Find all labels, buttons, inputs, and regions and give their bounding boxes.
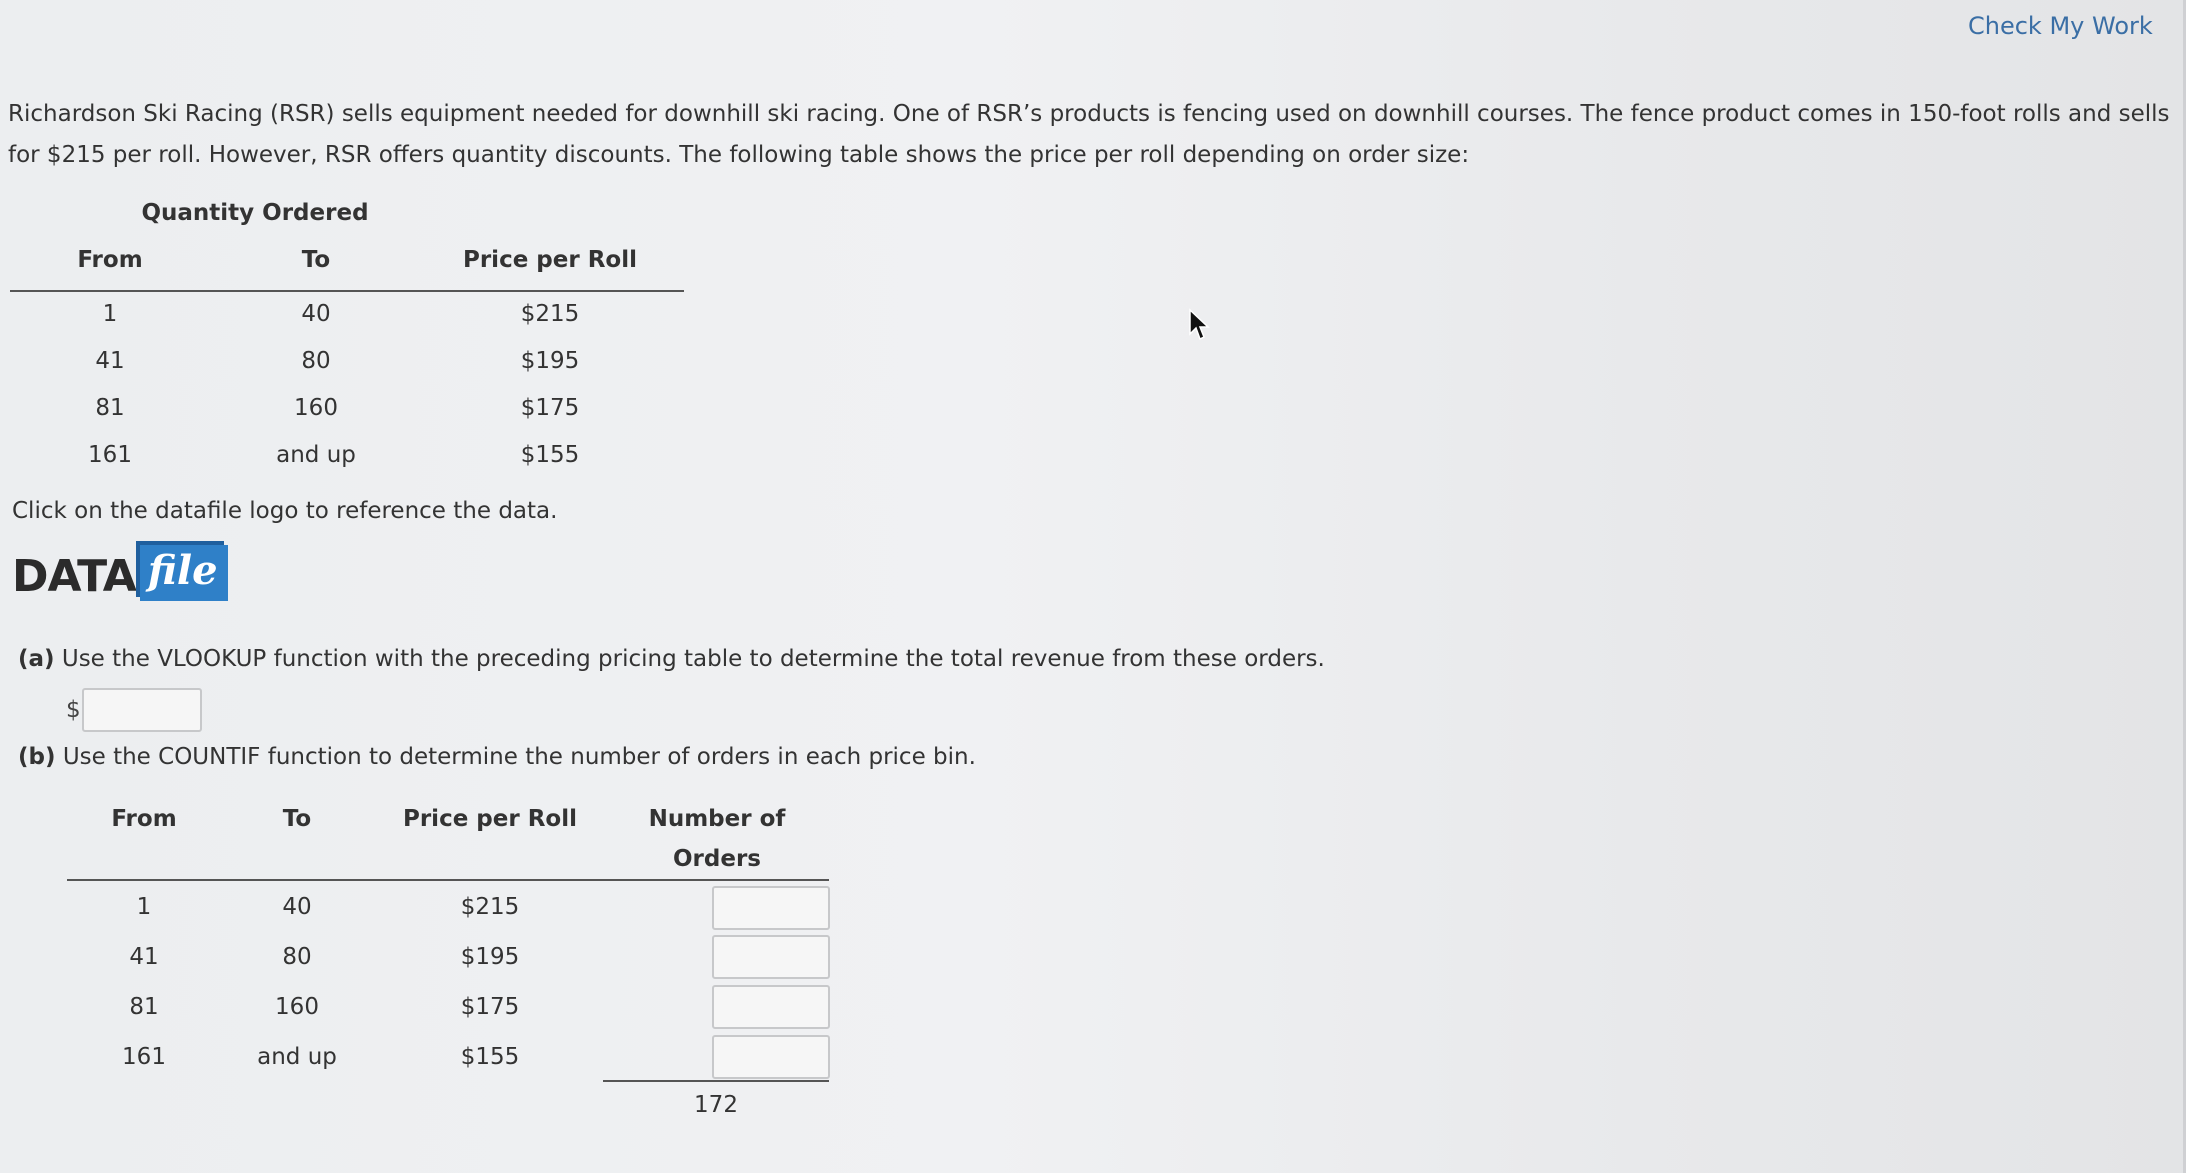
from-header: From [77,247,143,273]
table-cell: $155 [460,1044,520,1070]
table-cell: and up [276,442,356,468]
question-a-text: Use the VLOOKUP function with the preceding pricing table to determine the total revenue from these orders. [61,646,1325,672]
currency-symbol: $ [66,697,81,723]
orders-input-3[interactable] [712,985,830,1029]
datafile-logo-file: file [140,545,228,601]
orders-input-1[interactable] [712,886,830,930]
header-divider [10,290,684,292]
table-cell: and up [257,1044,337,1070]
to-header: To [282,806,312,832]
table-cell: $195 [460,944,520,970]
table-cell: 40 [282,894,312,920]
table-cell: $215 [520,301,580,327]
table-cell: 1 [102,301,118,327]
table-cell: 41 [95,348,125,374]
question-a-label: (a) [18,646,55,672]
table-cell: 161 [122,1044,166,1070]
table-cell: 81 [95,395,125,421]
header-divider [67,879,829,881]
orders-total: 172 [694,1092,738,1118]
table-cell: 1 [136,894,152,920]
table-cell: $175 [520,395,580,421]
number-of-orders-header [617,799,817,879]
table-cell: 160 [294,395,338,421]
table-cell: 41 [129,944,159,970]
table-cell: $155 [520,442,580,468]
table-cell: $195 [520,348,580,374]
total-revenue-input[interactable] [82,688,202,732]
orders-input-2[interactable] [712,935,830,979]
table-cell: 80 [282,944,312,970]
question-b-text: Use the COUNTIF function to determine the number of orders in each price bin. [62,744,976,770]
question-a [18,646,1325,672]
price-header: Price per Roll [402,806,578,832]
table-cell: 81 [129,994,159,1020]
table-cell: $215 [460,894,520,920]
table-cell: 40 [301,301,331,327]
quantity-ordered-header: Quantity Ordered [141,200,369,226]
datafile-logo[interactable] [12,545,228,601]
orders-header-line2: Orders [673,846,761,872]
orders-input-4[interactable] [712,1035,830,1079]
to-header: To [301,247,331,273]
mouse-pointer-icon [1188,308,1210,342]
total-divider [603,1080,829,1082]
table-cell: 80 [301,348,331,374]
orders-header-line1: Number of [648,806,786,832]
table-cell: 161 [88,442,132,468]
question-b [18,744,976,770]
table-cell: 160 [275,994,319,1020]
from-header: From [111,806,177,832]
table-cell: $175 [460,994,520,1020]
question-b-label: (b) [18,744,56,770]
reference-note: Click on the datafile logo to reference the data. [12,498,558,524]
price-header: Price per Roll [462,247,638,273]
datafile-logo-data: DATA [12,551,136,602]
problem-intro: Richardson Ski Racing (RSR) sells equipment needed for downhill ski racing. One of RSR’s products is fencing used on downhill courses. The fence product comes in 150-foot rolls and sells for $215 per roll. However, RSR offers quantity discounts. The following table shows the price per roll depending on order size: [8,101,2170,168]
check-my-work-link[interactable]: Check My Work [1968,12,2153,40]
